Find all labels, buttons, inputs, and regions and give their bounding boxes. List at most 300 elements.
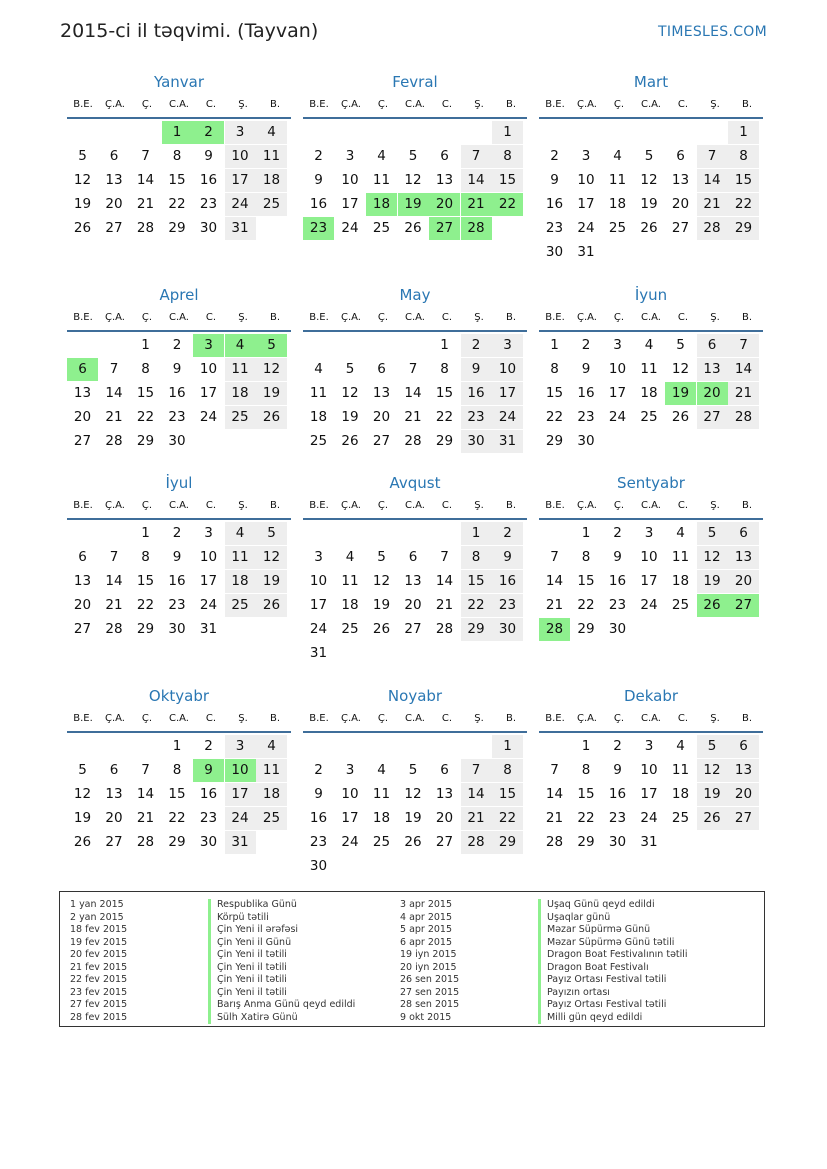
day-cell: 25 [256,807,287,830]
day-cell: 4 [676,738,685,754]
legend-holiday-name: Milli gün qeyd edildi [538,1012,642,1025]
day-cell: 30 [199,220,218,236]
day-grid [539,522,763,666]
weekday-label: Ç.A. [104,713,125,724]
day-cell: 28 [136,834,155,850]
day-cell: 15 [461,570,492,593]
weekday-label: Ç. [141,99,153,110]
legend-holiday-name: Məzar Süpürmə Günü tətili [538,937,674,950]
day-cell: 2 [461,334,492,357]
day-cell: 8 [728,145,759,168]
day-cell: 18 [671,786,690,802]
legend-holiday-name: Çin Yeni il tətili [208,987,287,1000]
day-cell: 10 [492,358,523,381]
day-cell: 11 [225,546,256,569]
day-cell: 21 [136,196,155,212]
weekday-header [539,310,763,332]
day-cell: 24 [225,193,256,216]
day-cell: 4 [225,522,256,545]
day-cell: 5 [644,148,654,164]
day-cell: 13 [73,385,92,401]
day-cell: 22 [545,409,564,425]
day-cell: 7 [109,361,119,377]
day-cell: 21 [105,597,123,613]
day-cell: 28 [136,220,155,236]
day-cell: 11 [309,385,328,401]
legend-holiday-name: Məzar Süpürmə Günü [538,924,650,937]
day-cell: 18 [309,409,328,425]
day-cell: 13 [671,172,690,188]
day-cell: 8 [492,759,523,782]
day-cell: 17 [577,196,595,212]
day-cell: 24 [341,220,359,236]
day-grid [67,121,291,265]
day-cell: 20 [435,810,454,826]
day-cell: 2 [314,762,323,778]
day-cell: 26 [73,834,92,850]
day-cell: 22 [136,597,155,613]
legend-date: 23 fev 2015 [70,986,128,998]
day-cell: 24 [640,810,658,826]
legend-date: 22 fev 2015 [70,974,128,985]
weekday-header [67,498,291,520]
day-cell: 31 [225,831,256,854]
day-cell: 21 [728,382,759,405]
day-cell: 10 [640,549,658,565]
day-cell: 28 [105,433,123,449]
day-cell: 1 [141,337,150,353]
month-name: Dekabr [623,687,679,705]
weekday-label: Ç. [377,312,389,323]
day-cell: 8 [440,361,449,377]
weekday-label: Ş. [710,500,720,511]
day-cell: 23 [577,409,595,425]
day-cell: 6 [440,148,449,164]
day-cell: 12 [256,546,287,569]
day-cell: 5 [697,735,728,758]
day-cell: 19 [398,193,429,216]
day-cell: 9 [204,148,213,164]
day-cell: 14 [105,573,123,589]
day-cell: 30 [461,430,492,453]
day-cell: 25 [372,834,391,850]
weekday-label: C. [677,713,689,724]
day-cell: 25 [256,193,287,216]
day-cell: 17 [608,385,627,401]
day-cell: 5 [408,148,418,164]
day-cell: 9 [172,361,182,377]
weekday-label: Ş. [238,500,248,511]
day-cell: 4 [377,762,386,778]
day-cell: 8 [492,145,523,168]
day-cell: 7 [461,759,492,782]
day-cell: 19 [256,382,287,405]
day-cell: 19 [697,783,728,806]
legend-date: 27 fev 2015 [70,999,128,1010]
day-cell: 7 [109,549,119,565]
day-cell: 17 [309,597,328,613]
legend-holiday-name: Çin Yeni il Günü [208,937,291,950]
day-cell: 2 [172,337,182,353]
day-cell: 17 [199,573,218,589]
day-cell: 14 [545,573,564,589]
day-cell: 17 [225,169,256,192]
weekday-label: Ş. [710,312,720,323]
day-cell: 11 [671,549,690,565]
day-cell: 31 [309,645,328,661]
day-cell: 20 [671,196,690,212]
weekday-header [539,498,763,520]
day-cell: 10 [640,762,658,778]
weekday-label: C.A. [640,500,661,511]
day-cell: 29 [168,220,186,236]
weekday-label: C.A. [640,99,661,110]
day-cell: 4 [256,735,287,758]
day-cell: 11 [225,358,256,381]
weekday-label: C. [677,312,689,323]
weekday-label: C. [205,713,217,724]
day-cell: 9 [172,549,182,565]
day-cell: 15 [577,573,595,589]
day-cell: 15 [168,786,186,802]
weekday-header [539,711,763,733]
day-cell: 29 [577,621,595,637]
day-cell: 5 [256,334,287,357]
weekday-label: B. [269,500,281,511]
month-name: Sentyabr [617,474,685,492]
weekday-label: B. [505,312,517,323]
day-cell: 4 [644,337,654,353]
day-cell: 8 [550,361,559,377]
day-cell: 7 [697,145,728,168]
day-cell: 10 [309,573,328,589]
day-cell: 12 [341,385,359,401]
day-cell: 10 [608,361,627,377]
day-cell: 2 [581,337,591,353]
day-cell: 29 [545,433,564,449]
day-cell: 11 [671,762,690,778]
day-cell: 9 [613,762,622,778]
weekday-label: B.E. [545,312,565,323]
day-grid [67,334,291,478]
day-cell: 1 [728,121,759,144]
legend-holiday-name: Payızın ortası [538,987,610,1000]
day-cell: 12 [640,172,658,188]
day-cell: 25 [225,594,256,617]
weekday-label: Ç. [141,312,153,323]
day-cell: 30 [492,618,523,641]
legend-date: 18 fev 2015 [70,924,128,935]
day-cell: 18 [341,597,359,613]
day-cell: 18 [225,570,256,593]
day-cell: 13 [372,385,391,401]
day-cell: 16 [492,570,523,593]
day-cell: 26 [73,220,92,236]
day-cell: 18 [366,193,397,216]
day-grid [67,735,291,879]
day-cell: 28 [461,831,492,854]
day-cell: 16 [199,172,218,188]
weekday-label: Ç. [377,713,389,724]
day-cell: 24 [640,597,658,613]
weekday-label: B.E. [309,713,329,724]
day-cell: 2 [172,525,182,541]
day-cell: 5 [256,522,287,545]
weekday-label: Ç.A. [576,99,597,110]
weekday-label: B. [269,312,281,323]
day-cell: 4 [225,334,256,357]
day-cell: 26 [341,433,359,449]
day-cell: 28 [461,217,492,240]
day-cell: 31 [640,834,658,850]
day-cell: 24 [341,834,359,850]
day-cell: 26 [671,409,690,425]
day-cell: 1 [492,121,523,144]
day-cell: 17 [199,385,218,401]
day-cell: 20 [728,570,759,593]
day-cell: 27 [105,220,123,236]
day-cell: 29 [136,621,155,637]
day-cell: 18 [256,169,287,192]
day-cell: 28 [539,618,570,641]
weekday-label: Ç.A. [104,500,125,511]
legend-date: 3 apr 2015 [400,899,453,910]
day-cell: 31 [492,430,523,453]
day-cell: 3 [644,525,654,541]
weekday-label: C.A. [404,500,425,511]
day-cell: 2 [550,148,559,164]
day-cell: 27 [105,834,123,850]
weekday-header [303,97,527,119]
day-cell: 15 [435,385,454,401]
day-grid [539,121,763,265]
weekday-label: B. [505,713,517,724]
weekday-label: B. [741,713,753,724]
legend-date: 2 yan 2015 [70,911,124,923]
day-cell: 26 [640,220,658,236]
day-cell: 19 [665,382,696,405]
legend-holiday-name: Çin Yeni il tətili [208,962,287,975]
day-cell: 15 [728,169,759,192]
day-cell: 1 [440,337,449,353]
day-cell: 13 [404,573,422,589]
day-cell: 26 [697,594,728,617]
day-cell: 23 [168,409,186,425]
day-cell: 13 [435,172,454,188]
day-cell: 22 [492,807,523,830]
day-cell: 6 [109,762,119,778]
day-cell: 25 [225,406,256,429]
weekday-label: B.E. [545,500,565,511]
day-cell: 24 [492,406,523,429]
weekday-header [67,97,291,119]
weekday-label: Ç.A. [340,99,361,110]
day-cell: 4 [314,361,323,377]
month-name: İyun [634,286,668,304]
day-cell: 7 [141,148,150,164]
day-cell: 26 [404,834,422,850]
day-cell: 23 [199,810,218,826]
legend-holiday-name: Payız Ortası Festival tətili [538,974,666,987]
day-cell: 13 [105,786,123,802]
day-cell: 22 [168,196,186,212]
day-cell: 23 [303,217,334,240]
weekday-label: C. [205,312,217,323]
day-cell: 20 [404,597,422,613]
day-cell: 6 [109,148,119,164]
day-cell: 6 [697,334,728,357]
day-cell: 30 [309,858,328,874]
day-cell: 27 [697,406,728,429]
month-name: Noyabr [387,687,443,705]
day-cell: 23 [461,406,492,429]
weekday-header [67,711,291,733]
weekday-label: Ç. [377,99,389,110]
day-cell: 27 [73,433,92,449]
day-cell: 30 [168,433,186,449]
day-cell: 25 [608,220,627,236]
day-cell: 1 [550,337,559,353]
day-cell: 22 [136,409,155,425]
day-cell: 20 [728,783,759,806]
day-cell: 31 [577,244,595,260]
day-cell: 5 [408,762,418,778]
day-cell: 4 [256,121,287,144]
legend-date: 27 sen 2015 [400,986,460,998]
weekday-header [539,97,763,119]
day-cell: 3 [193,334,224,357]
weekday-label: Ç.A. [340,312,361,323]
day-cell: 8 [141,549,150,565]
day-cell: 11 [372,786,391,802]
day-cell: 12 [404,786,422,802]
weekday-label: Ş. [710,713,720,724]
day-cell: 23 [492,594,523,617]
day-cell: 14 [435,573,454,589]
day-cell: 11 [640,361,658,377]
weekday-label: Ç. [613,312,625,323]
day-cell: 11 [256,145,287,168]
day-cell: 16 [577,385,595,401]
day-cell: 13 [728,759,759,782]
day-cell: 10 [225,759,256,782]
day-cell: 12 [372,573,391,589]
day-cell: 15 [136,385,155,401]
legend-date: 21 fev 2015 [70,961,128,973]
day-cell: 10 [577,172,595,188]
day-cell: 18 [671,573,690,589]
day-cell: 11 [256,759,287,782]
day-cell: 30 [168,621,186,637]
day-cell: 24 [199,409,218,425]
day-cell: 29 [136,433,155,449]
brand-link[interactable]: TIMESLES.COM [658,24,767,40]
day-cell: 27 [372,433,391,449]
weekday-label: B. [505,99,517,110]
day-cell: 6 [676,148,685,164]
day-cell: 29 [461,618,492,641]
day-cell: 15 [168,172,186,188]
weekday-label: B.E. [73,312,93,323]
day-cell: 6 [78,549,87,565]
day-cell: 6 [408,549,418,565]
weekday-label: B.E. [73,500,93,511]
weekday-label: C. [441,99,453,110]
day-cell: 27 [728,807,759,830]
weekday-label: Ç.A. [104,99,125,110]
weekday-header [303,711,527,733]
day-cell: 5 [377,549,386,565]
day-cell: 14 [404,385,422,401]
day-cell: 30 [608,621,627,637]
day-cell: 6 [728,522,759,545]
weekday-label: Ç.A. [576,713,597,724]
day-cell: 22 [577,597,595,613]
weekday-label: Ç.A. [104,312,125,323]
weekday-label: C.A. [168,312,189,323]
day-cell: 24 [577,220,595,236]
weekday-header [303,498,527,520]
day-cell: 8 [172,762,182,778]
day-cell: 16 [461,382,492,405]
day-cell: 3 [345,762,355,778]
page-title: 2015-ci il təqvimi. (Tayvan) [60,20,319,42]
legend-date: 6 apr 2015 [400,936,453,948]
day-cell: 8 [461,546,492,569]
weekday-label: B.E. [545,99,565,110]
day-cell: 19 [73,196,92,212]
month-name: Aprel [159,286,199,304]
day-cell: 9 [492,546,523,569]
weekday-label: C.A. [404,99,425,110]
legend-holiday-name: Dragon Boat Festivalının tətili [538,949,688,962]
day-cell: 14 [461,169,492,192]
weekday-label: C. [205,99,217,110]
day-cell: 3 [492,334,523,357]
day-cell: 17 [341,810,359,826]
day-cell: 28 [105,621,123,637]
month-name: Mart [633,73,669,91]
day-cell: 26 [256,406,287,429]
day-cell: 17 [640,786,658,802]
weekday-label: C. [677,500,689,511]
legend-holiday-name: Çin Yeni il ərəfəsi [208,924,298,937]
day-cell: 31 [225,217,256,240]
day-cell: 16 [608,786,627,802]
day-grid [303,334,527,478]
day-cell: 24 [309,621,328,637]
legend-date: 9 okt 2015 [400,1011,452,1023]
day-cell: 30 [577,433,595,449]
weekday-label: C. [441,713,453,724]
weekday-label: B. [741,99,753,110]
day-cell: 27 [73,621,92,637]
day-cell: 8 [172,148,182,164]
day-cell: 7 [550,549,559,565]
day-cell: 13 [435,786,454,802]
day-cell: 22 [461,594,492,617]
weekday-label: Ç. [613,99,625,110]
day-cell: 21 [435,597,454,613]
day-cell: 29 [435,433,454,449]
month-name: May [399,286,431,304]
weekday-label: Ç. [141,500,153,511]
day-cell: 19 [372,597,391,613]
day-cell: 5 [78,762,87,778]
weekday-label: B.E. [309,99,329,110]
day-cell: 28 [404,433,422,449]
day-cell: 29 [168,834,186,850]
